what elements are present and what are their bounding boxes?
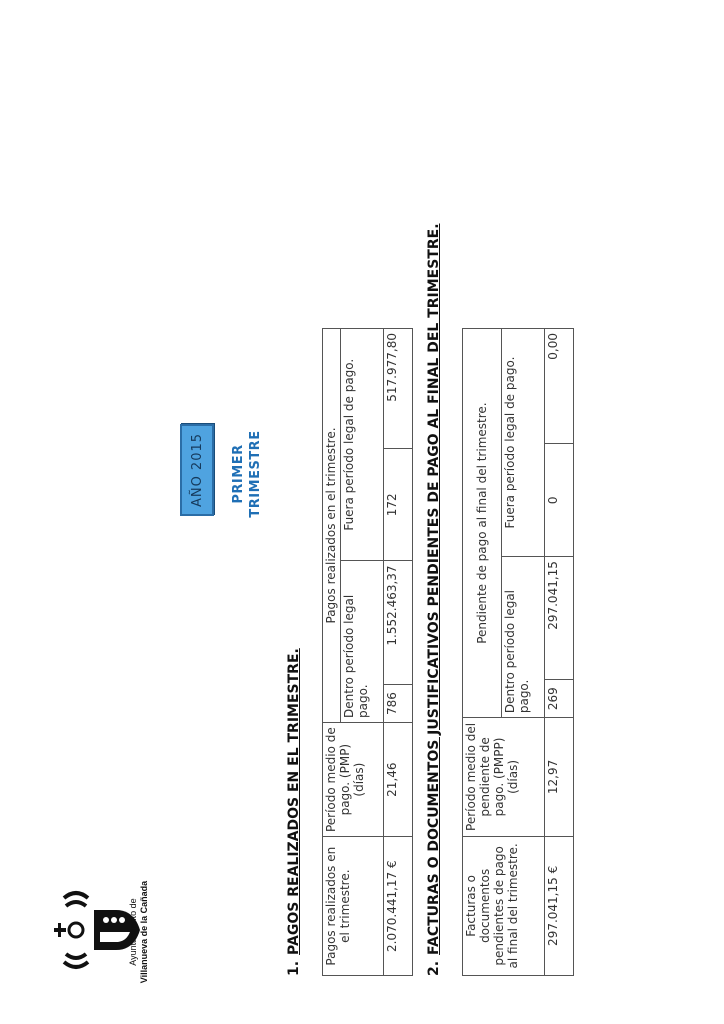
payments-within-count: 786 <box>384 685 413 723</box>
quarter-title <box>230 394 264 554</box>
pending-total-header: Facturas o documentos pendientes de pago al final del trimestre. <box>463 836 545 975</box>
payments-total-header: Pagos realizados en el trimestre. <box>323 837 384 976</box>
payments-total-value: 2.070.441,17 € <box>384 837 413 976</box>
section2-number: 2. <box>426 960 442 976</box>
organization-name-line1: Ayuntamiento de <box>128 898 138 966</box>
pending-within-legal-header: Dentro período legal pago. <box>502 557 545 718</box>
section2-heading <box>426 223 442 976</box>
pmpp-header: Período medio del pendiente de pago. (PMPP) (días) <box>463 718 545 837</box>
payments-within-legal-header: Dentro período legal pago. <box>341 561 384 723</box>
pmp-value: 21,46 <box>384 722 413 836</box>
organization-name <box>128 852 150 1012</box>
pmp-header: Período medio de pago. (PMP) (días) <box>323 722 384 836</box>
section2-title: FACTURAS O DOCUMENTOS JUSTIFICATIVOS PENDIENTES DE PAGO AL FINAL DEL TRIMESTRE. <box>426 223 442 955</box>
quarter-title-line2: TRIMESTRE <box>248 430 263 518</box>
pending-invoices-table <box>462 328 574 976</box>
section1-title: PAGOS REALIZADOS EN EL TRIMESTRE. <box>286 648 302 955</box>
year-badge: AÑO 2015 <box>180 424 214 516</box>
pending-total-value: 297.041,15 € <box>545 836 574 975</box>
pending-within-count: 269 <box>545 680 574 718</box>
payments-table <box>322 328 413 976</box>
section1-number: 1. <box>286 960 302 976</box>
payments-within-amount: 1.552.463,37 <box>384 561 413 685</box>
pending-outside-amount: 0,00 <box>545 329 574 444</box>
payments-outside-amount: 517.977,80 <box>384 329 413 449</box>
payments-group-header: Pagos realizados en el trimestre. <box>323 329 341 723</box>
pending-within-amount: 297.041,15 <box>545 557 574 680</box>
pending-outside-count: 0 <box>545 444 574 557</box>
section1-heading <box>286 648 302 976</box>
organization-name-line2: Villanueva de la Cañada <box>139 880 149 984</box>
pending-group-header: Pendiente de pago al final del trimestre. <box>463 329 502 718</box>
pmpp-value: 12,97 <box>545 718 574 837</box>
pending-outside-legal-header: Fuera período legal de pago. <box>502 329 545 557</box>
quarter-title-line1: PRIMER <box>231 444 246 504</box>
payments-outside-count: 172 <box>384 449 413 561</box>
payments-outside-legal-header: Fuera período legal de pago. <box>341 329 384 561</box>
